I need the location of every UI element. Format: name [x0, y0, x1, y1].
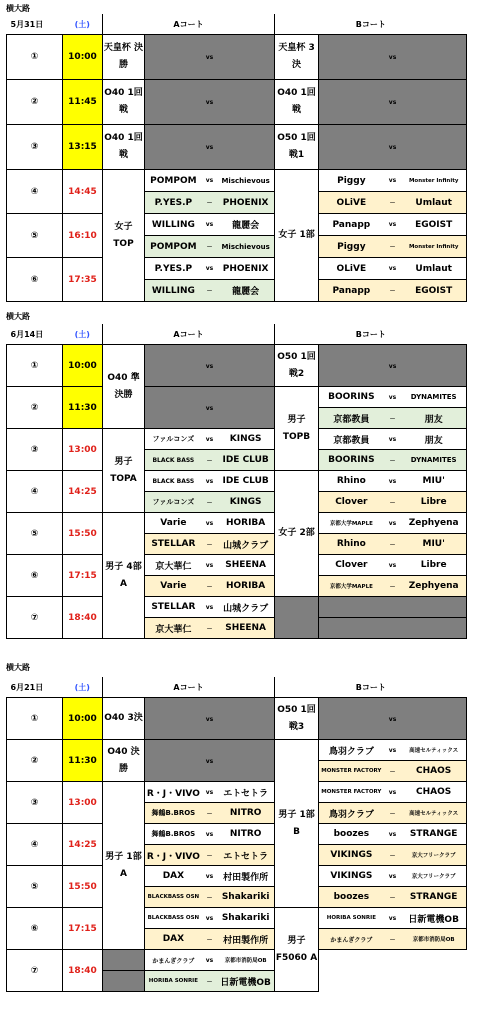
slot-number: ⑦: [7, 950, 63, 992]
weekday-label: (土): [63, 677, 103, 698]
match: ファルコンズ vs KINGS: [145, 429, 275, 450]
empty-match: vs: [319, 80, 467, 125]
category-label: O40 決勝: [103, 740, 145, 782]
empty-match: vs: [319, 125, 467, 170]
slot-time: 14:45: [63, 170, 103, 214]
header-row: [7, 324, 467, 345]
match: DAX － 村田製作所: [145, 929, 275, 950]
slot-number: ⑥: [7, 258, 63, 302]
slot-time: 13:00: [63, 429, 103, 471]
match: DAX vs 村田製作所: [145, 866, 275, 887]
team-1: WILLING: [151, 219, 195, 230]
category-label: 男子 1部B: [275, 740, 319, 908]
slot-time: 16:10: [63, 214, 103, 258]
category-label: 男子 TOPA: [103, 429, 145, 513]
match: 京都大学MAPLE － Zephyena: [319, 576, 467, 597]
team-1: OLiVE: [336, 263, 367, 274]
match: BLACKBASS OSN vs Shakariki: [145, 908, 275, 929]
match: POMPOM vs Mischievous: [145, 170, 275, 192]
team-1: POMPOM: [150, 175, 197, 186]
empty-category: [275, 597, 319, 639]
schedule-day-2: [6, 324, 467, 639]
match: 鳥羽クラブ vs 高速セルティックス: [319, 740, 467, 761]
category-label: O50 1回戦1: [275, 125, 319, 170]
match: WILLING － 龍麗会: [145, 280, 275, 302]
match: Panapp － EGOIST: [319, 280, 467, 302]
slot-time: 14:25: [63, 471, 103, 513]
team-2: 龍麗会: [232, 221, 260, 231]
slot-number: ④: [7, 471, 63, 513]
b-court-header: Bコート: [275, 677, 467, 698]
team-1: Panapp: [332, 285, 371, 296]
match: Varie vs HORIBA: [145, 513, 275, 534]
a-court-header: Aコート: [103, 677, 275, 698]
slot-number: ③: [7, 429, 63, 471]
match: STELLAR vs 山城クラブ: [145, 597, 275, 618]
weekday-label: (土): [63, 14, 103, 35]
slot-time: 17:15: [63, 555, 103, 597]
empty-match: vs: [145, 698, 275, 740]
team-2: Monster Infinity: [408, 243, 459, 250]
match: WILLING vs 龍麗会: [145, 214, 275, 236]
match: STELLAR － 山城クラブ: [145, 534, 275, 555]
category-label: 天皇杯 3決: [275, 35, 319, 80]
category-label: O40 3決: [103, 698, 145, 740]
slot-time: 17:15: [63, 908, 103, 950]
b-court-header: Bコート: [275, 14, 467, 35]
match-row: [7, 258, 467, 280]
team-1: WILLING: [151, 285, 195, 296]
category-label: O50 1回戦3: [275, 698, 319, 740]
match: ファルコンズ － KINGS: [145, 492, 275, 513]
slot-time: 14:25: [63, 824, 103, 866]
slot-number: ⑥: [7, 555, 63, 597]
category-label: O40 1回戦: [103, 80, 145, 125]
slot-number: ⑥: [7, 908, 63, 950]
date-label: 6月14日: [7, 324, 63, 345]
slot-number: ①: [7, 345, 63, 387]
category-label: 天皇杯 決勝: [103, 35, 145, 80]
match: MONSTER FACTORY － CHAOS: [319, 761, 467, 782]
team-2: EGOIST: [415, 219, 453, 230]
empty-match: [103, 971, 145, 992]
venue-label: 横大路: [6, 4, 30, 13]
match: VIKINGS － 京大フリークラブ: [319, 845, 467, 866]
match: 舞鶴B.BROS vs NITRO: [145, 824, 275, 845]
match: HORIBA SONRIE vs 日新電機OB: [319, 908, 467, 929]
category-label: O40 準決勝: [103, 345, 145, 429]
team-1: P.YES.P: [154, 263, 193, 274]
slot-number: ①: [7, 35, 63, 80]
b-court-header: Bコート: [275, 324, 467, 345]
empty-match: vs: [145, 80, 275, 125]
slot-number: ②: [7, 740, 63, 782]
slot-number: ④: [7, 824, 63, 866]
weekday-label: (土): [63, 324, 103, 345]
venue-label: 横大路: [6, 663, 30, 672]
match: MONSTER FACTORY vs CHAOS: [319, 782, 467, 803]
slot-number: ④: [7, 170, 63, 214]
slot-time: 17:35: [63, 258, 103, 302]
empty-match: vs: [319, 698, 467, 740]
match-row: [7, 170, 467, 192]
slot-number: ①: [7, 698, 63, 740]
slot-time: 13:15: [63, 125, 103, 170]
empty-match: vs: [145, 35, 275, 80]
empty-match: vs: [145, 740, 275, 782]
slot-time: 10:00: [63, 698, 103, 740]
match-row: [7, 214, 467, 236]
schedule-day-1: [6, 14, 467, 302]
team-2: Umlaut: [415, 263, 452, 274]
venue-label: 横大路: [6, 312, 30, 321]
match: 鳥羽クラブ － 高速セルティックス: [319, 803, 467, 824]
match: Panapp vs EGOIST: [319, 214, 467, 236]
match: P.YES.P － PHOENIX: [145, 192, 275, 214]
match: かまんぎクラブ － 京都市消防局OB: [319, 929, 467, 950]
empty-match: vs: [319, 35, 467, 80]
slot-number: ③: [7, 125, 63, 170]
match: Piggy vs Monster Infinity: [319, 170, 467, 192]
category-label: 女子 TOP: [103, 170, 145, 302]
team-1: OLiVE: [336, 197, 367, 208]
team-1: Panapp: [332, 219, 371, 230]
match: かまんぎクラブ vs 京都市消防局OB: [145, 950, 275, 971]
match: Piggy － Monster Infinity: [319, 236, 467, 258]
match: BLACKBASS OSN － Shakariki: [145, 887, 275, 908]
slot-number: ③: [7, 782, 63, 824]
slot-time: 11:30: [63, 740, 103, 782]
match: BLACK BASS vs IDE CLUB: [145, 471, 275, 492]
category-label: 男子 TOPB: [275, 387, 319, 471]
match: 京大華仁 － SHEENA: [145, 618, 275, 639]
category-label: 女子 2部: [275, 471, 319, 597]
team-2: Mischievous: [221, 242, 270, 251]
match: HORIBA SONRIE － 日新電機OB: [145, 971, 275, 992]
a-court-header: Aコート: [103, 324, 275, 345]
match: BOORINS vs DYNAMITES: [319, 387, 467, 408]
slot-number: ⑤: [7, 866, 63, 908]
slot-number: ②: [7, 80, 63, 125]
match: OLiVE vs Umlaut: [319, 258, 467, 280]
match: R・J・VIVO vs エトセトラ: [145, 782, 275, 803]
match: P.YES.P vs PHOENIX: [145, 258, 275, 280]
empty-match: vs: [145, 125, 275, 170]
slot-row: [7, 35, 467, 80]
team-2: Monster Infinity: [408, 177, 459, 184]
slot-number: ⑤: [7, 513, 63, 555]
slot-number: ②: [7, 387, 63, 429]
slot-time: 10:00: [63, 35, 103, 80]
team-2: Mischievous: [221, 176, 270, 185]
team-1: P.YES.P: [154, 197, 193, 208]
match: BOORINS － DYNAMITES: [319, 450, 467, 471]
team-2: PHOENIX: [222, 263, 269, 274]
match: boozes vs STRANGE: [319, 824, 467, 845]
slot-number: ⑦: [7, 597, 63, 639]
empty-match: vs: [319, 345, 467, 387]
category-label: 女子 1部: [275, 170, 319, 302]
empty-match: vs: [145, 387, 275, 429]
match: Varie － HORIBA: [145, 576, 275, 597]
category-label: 男子 4部A: [103, 513, 145, 639]
team-2: PHOENIX: [222, 197, 269, 208]
category-label: 男子 F5060 A: [275, 908, 319, 992]
match: OLiVE － Umlaut: [319, 192, 467, 214]
empty-match: vs: [145, 345, 275, 387]
team-1: Piggy: [337, 241, 366, 252]
match: 京都教員 vs 朋友: [319, 429, 467, 450]
slot-time: 15:50: [63, 866, 103, 908]
team-1: Piggy: [337, 175, 366, 186]
match: 京都教員 － 朋友: [319, 408, 467, 429]
empty-match: [319, 597, 467, 618]
match: BLACK BASS － IDE CLUB: [145, 450, 275, 471]
slot-time: 18:40: [63, 950, 103, 992]
schedule-day-3: [6, 677, 467, 992]
empty-match: [319, 618, 467, 639]
match: 舞鶴B.BROS － NITRO: [145, 803, 275, 824]
match: Rhino － MIU': [319, 534, 467, 555]
slot-time: 11:45: [63, 80, 103, 125]
a-court-header: Aコート: [103, 14, 275, 35]
team-2: 龍麗会: [232, 287, 260, 297]
slot-time: 13:00: [63, 782, 103, 824]
match: Clover vs Libre: [319, 555, 467, 576]
match: R・J・VIVO － エトセトラ: [145, 845, 275, 866]
match: POMPOM － Mischievous: [145, 236, 275, 258]
team-1: POMPOM: [150, 241, 197, 252]
date-label: 6月21日: [7, 677, 63, 698]
match: 京都大学MAPLE vs Zephyena: [319, 513, 467, 534]
empty-match: [103, 950, 145, 971]
category-label: O40 1回戦: [275, 80, 319, 125]
match: 京大華仁 vs SHEENA: [145, 555, 275, 576]
header-row: [7, 677, 467, 698]
match: boozes － STRANGE: [319, 887, 467, 908]
slot-number: ⑤: [7, 214, 63, 258]
match: Rhino vs MIU': [319, 471, 467, 492]
slot-time: 18:40: [63, 597, 103, 639]
match: Clover － Libre: [319, 492, 467, 513]
category-label: 男子 1部A: [103, 782, 145, 950]
team-2: EGOIST: [415, 285, 453, 296]
slot-time: 10:00: [63, 345, 103, 387]
category-label: O40 1回戦: [103, 125, 145, 170]
header-row: [7, 14, 467, 35]
category-label: O50 1回戦2: [275, 345, 319, 387]
slot-time: 15:50: [63, 513, 103, 555]
slot-row: [7, 125, 467, 170]
slot-row: [7, 80, 467, 125]
date-label: 5月31日: [7, 14, 63, 35]
slot-time: 11:30: [63, 387, 103, 429]
team-2: Umlaut: [415, 197, 452, 208]
match: VIKINGS vs 京大フリークラブ: [319, 866, 467, 887]
